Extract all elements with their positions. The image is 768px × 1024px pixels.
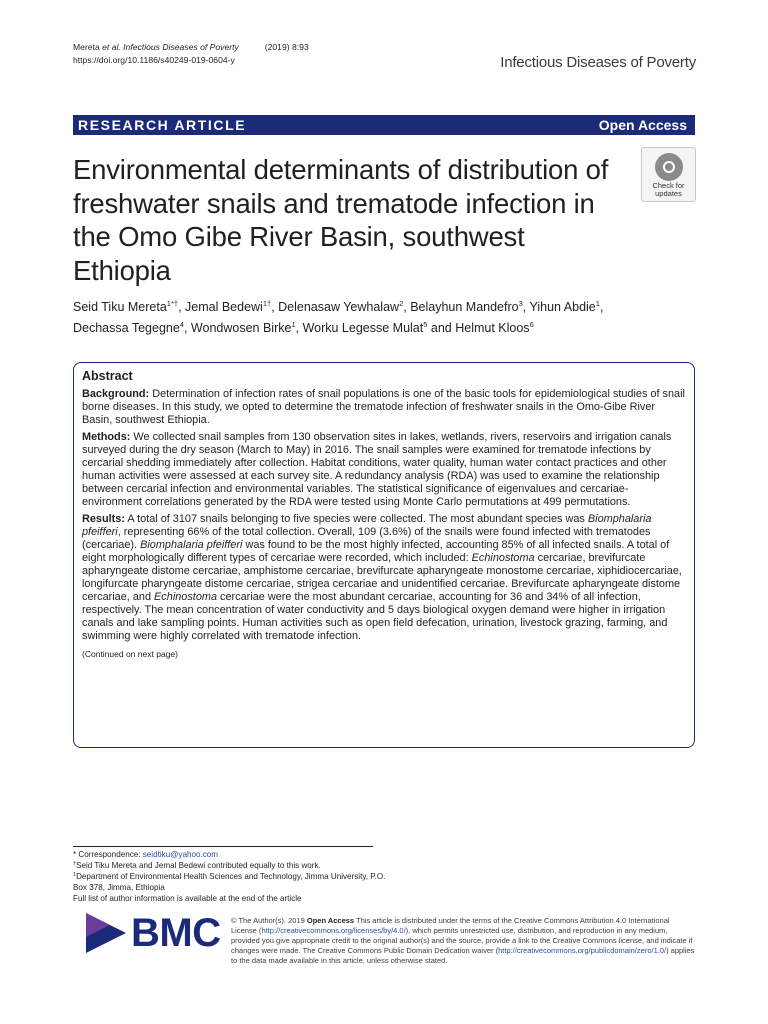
author-affiliation-marker: 1 (595, 299, 600, 308)
author-affiliation-marker: 4 (179, 320, 184, 329)
bmc-logo (86, 912, 224, 954)
article-type-banner (73, 115, 695, 135)
author-list (73, 297, 673, 339)
author-affiliation-marker: 5 (423, 320, 428, 329)
check-for-updates-label-1: Check for (652, 181, 685, 190)
affiliation-note: $^1$Department of Environmental Health Sciences and Technology, Jimma University, P.O. Box 378, Jimma, Ethiopia (73, 872, 386, 892)
author-affiliation-marker: 2 (399, 299, 404, 308)
author-name: Jemal Bedewi (185, 300, 263, 314)
article-type-label: RESEARCH ARTICLE (78, 117, 247, 133)
journal-name: Infectious Diseases of Poverty (500, 54, 696, 71)
author-name: Seid Tiku Mereta (73, 300, 167, 314)
author-affiliation-marker: 6 (529, 320, 534, 329)
author-separator: and (427, 321, 456, 335)
author-separator: , (178, 300, 186, 314)
author-separator: , (271, 300, 279, 314)
check-for-updates-button[interactable] (641, 147, 696, 202)
abstract-methods: Methods: We collected snail samples from 130 observation sites in lakes, wetlands, rivers, reservoirs and irrigation canals surveyed during the dry season (March to May) in 2016. The snail samples were examined for trematode infections by cercarial shedding immediately after collection. Habitat conditions, water quality, human water contact practices and other human activities were assessed at each survey site. A redundancy analysis (RDA) was used to examine the relationship between cercarial infection and environmental variables. The statistical significance of eigenvalues and cercariae-environment correlations generated by the RDA were tested using Monte Carlo permutations at 499 permutations. (82, 431, 672, 508)
footnote-divider (73, 846, 373, 847)
equal-contribution-note: †Seid Tiku Mereta and Jemal Bedewi contributed equally to this work. (73, 861, 321, 870)
doi-link[interactable]: https://doi.org/10.1186/s40249-019-0604-y (73, 55, 235, 65)
author-affiliation-marker: 1† (262, 299, 272, 308)
author-name: Delenasaw Yewhalaw (278, 300, 400, 314)
continued-note: (Continued on next page) (82, 649, 178, 659)
author-name: Worku Legesse Mulat (302, 321, 424, 335)
abstract-box (73, 362, 695, 748)
cc-by-license-link[interactable]: http://creativecommons.org/licenses/by/4.0/ (261, 926, 406, 935)
citation-header (73, 41, 373, 67)
author-info-note: Full list of author information is available at the end of the article (73, 894, 302, 903)
author-separator: , (599, 300, 604, 314)
footnotes (73, 849, 393, 904)
check-for-updates-label-2: updates (655, 189, 682, 198)
author-name: Helmut Kloos (455, 321, 530, 335)
correspondence-email-link[interactable]: seidtiku@yahoo.com (142, 850, 219, 859)
author-name: Yihun Abdie (529, 300, 596, 314)
correspondence: * Correspondence: seidtiku@yahoo.com (73, 850, 219, 859)
author-affiliation-marker: 1 (291, 320, 296, 329)
author-affiliation-marker: 1*† (166, 299, 179, 308)
citation: Mereta et al. Infectious Diseases of Poverty (73, 42, 239, 52)
author-name: Belayhun Mandefro (410, 300, 519, 314)
citation-volume: (2019) 8:93 (264, 42, 309, 52)
bmc-logo-icon (86, 913, 126, 953)
author-separator: , (183, 321, 191, 335)
abstract-results: Results: A total of 3107 snails belonging to five species were collected. The most abundant species was Biomphalaria pfeifferi, representing 66% of the total collection. Overall, 109 (3.6%) of the snails were found infected with trematodes (cercariae). Biomphalaria pfeifferi was found to be the most highly infected, accounting 85% of all infected snails. A total of eight morphologically different types of cercariae were recorded, which included: Echinostoma cercariae, brevifurcate apharyngeate distome cercariae, amphistome cercariae, brevifurcate apharyngeate monostome cercariae, xiphidiocercariae, longifurcate pharyngeate distome cercariae, strigea cercariae and unidentified cercariae. Brevifurcate apharyngeate distome cercariae, and Echinostoma cercariae were the most abundant cercariae, accounting for 36 and 34% of all infection, respectively. The mean concentration of water conductivity and 5 days biological oxygen demand were higher in irrigation canals and lake sampling points. Human activities such as open field defecation, urination, livestock grazing, farming, and swimming were highly correlated with trematode infection. (82, 513, 682, 642)
cc0-license-link[interactable]: http://creativecommons.org/publicdomain/zero/1.0/ (498, 946, 667, 955)
author-separator: , (403, 300, 411, 314)
open-access-label: Open Access (598, 117, 687, 133)
crossmark-icon (655, 153, 683, 181)
license-statement: © The Author(s). 2019 Open Access This article is distributed under the terms of the Creative Commons Attribution 4.0 International License (http://creativecommons.org/licenses/by/4.0/), which permits unrestricted use, distribution, and reproduction in any medium, provided you give appropriate credit to the original author(s) and the source, provide a link to the Creative Commons license, and indicate if changes were made. The Creative Commons Public Domain Dedication waiver (http://creativecommons.org/publicdomain/zero/1.0/) applies to the data made available in this article, unless otherwise stated. (231, 916, 695, 965)
bmc-logo-text: BMC (131, 911, 221, 955)
author-separator: , (522, 300, 530, 314)
abstract-background: Background: Determination of infection rates of snail populations is one of the basic tools for epidemiological studies of snail borne diseases. In this study, we opted to determine the trematode infection of freshwater snails in the Omo-Gibe River Basin, southwest Ethiopia. (82, 388, 685, 426)
author-affiliation-marker: 3 (518, 299, 523, 308)
abstract-heading: Abstract (82, 369, 133, 383)
author-name: Dechassa Tegegne (73, 321, 180, 335)
article-title: Environmental determinants of distribution of freshwater snails and trematode infection in the Omo Gibe River Basin, southwest Ethiopia (73, 154, 609, 286)
author-separator: , (295, 321, 303, 335)
author-name: Wondwosen Birke (190, 321, 292, 335)
